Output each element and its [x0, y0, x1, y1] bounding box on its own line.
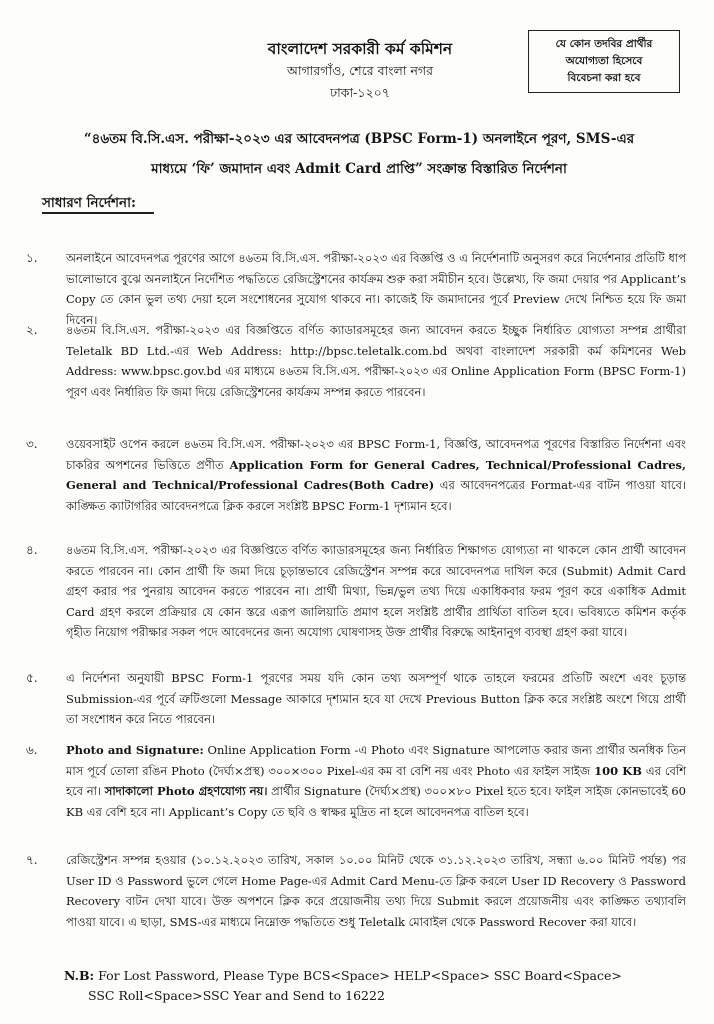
- item-number: ৬.: [26, 743, 38, 757]
- item-text-bold: সাদাকালো Photo গ্রহণযোগ্য নয়।: [104, 784, 268, 798]
- nb-note: [64, 966, 684, 1006]
- item-text-bold: Photo and Signature:: [66, 743, 204, 757]
- section-heading: সাধারণ নির্দেশনা:: [42, 195, 136, 211]
- item-text-part: প্রার্থীর Signature (দৈর্ঘ্য×প্রস্থ) ৩০০×৮০ Pixel হতে হবে। ফাইল সাইজ কোনভাবেই 60 KB এর বেশি হবে না। Applicant’s Copy তে ছবি ও স্বাক্ষর মুদ্রিত না হলে আবেদনপত্র বাতিল হবে।: [66, 784, 687, 819]
- warning-line-2: অযোগ্যতা হিসেবে: [565, 55, 643, 67]
- organization-city: ঢাকা-১২০৭: [330, 85, 390, 100]
- title-line-1: “৪৬তম বি.সি.এস. পরীক্ষা-২০২৩ এর আবেদনপত্র (BPSC Form-1) অনলাইনে পূরণ, SMS-এর: [83, 131, 635, 147]
- organization-name: বাংলাদেশ সরকারী কর্ম কমিশন: [267, 39, 453, 58]
- item-text: ৪৬তম বি.সি.এস. পরীক্ষা-২০২৩ এর বিজ্ঞপ্তিতে বর্ণিত ক্যাডারসমূহের জন্য নির্ধারিত শিক্ষাগত যোগ্যতা না থাকলে কোন প্রার্থী আবেদন করতে পারবেন না। কোন প্রার্থী ফি জমা দিয়ে চূড়ান্তভাবে রেজিস্ট্রেশন সম্পন্ন করে আবেদনপত্র দাখিল করে (Submit) Admit Card গ্রহণ করার পর পুনরায় আবেদন করতে পারবেন না। প্রার্থী মিথ্যা, ভিন্ন/ভুল তথ্য দিয়ে একাধিকবার ফরম পূরণ করে একাধিক Admit Card গ্রহণ করলে প্রক্রিয়ার যে কোন স্তরে এরূপ জালিয়াতি প্রমাণ হলে সংশ্লিষ্ট প্রার্থীর প্রার্থিতা বাতিল হবে। ভবিষ্যতে কমিশন কর্তৃক গৃহীত নিয়োগ পরীক্ষার সকল পদে আবেদনের জন্য অযোগ্য ঘোষণাসহ উক্ত প্রার্থীর বিরুদ্ধে আইনানুগ ব্যবস্থা গ্রহণ করা যাবে।: [66, 543, 686, 639]
- organization-address: আগারগাঁও, শেরে বাংলা নগর: [287, 63, 433, 78]
- item-text: রেজিস্ট্রেশন সম্পন্ন হওয়ার (১০.১২.২০২৩ তারিখ, সকাল ১০.০০ মিনিট থেকে ৩১.১২.২০২৩ তারিখ, সন্ধ্যা ৬.০০ মিনিট পর্যন্ত) পর User ID ও Password ভুলে গেলে Home Page-এর Admit Card Menu-তে ক্লিক করলে User ID Recovery ও Password Recovery বাটন দেখা যাবে। উক্ত অপশনে ক্লিক করে প্রয়োজনীয় তথ্য দিয়ে Submit করলে প্রয়োজনীয় এবং কাঙ্ক্ষিত তথ্যাবলি পাওয়া যাবে। এ ছাড়া, SMS-এর মাধ্যমে নিম্নোক্ত পদ্ধতিতে শুধু Teletalk মোবাইল থেকে Password Recover করা যাবে।: [66, 853, 686, 929]
- warning-line-3: বিবেচনা করা হবে: [567, 72, 641, 84]
- heading-underline: [42, 212, 154, 214]
- warning-line-1: যে কোন তদবির প্রার্থীর: [555, 38, 653, 50]
- warning-box: [528, 30, 680, 93]
- title-line-2: মাধ্যমে ‘ফি’ জমাদান এবং Admit Card প্রাপ্তি” সংক্রান্ত বিস্তারিত নির্দেশনা: [151, 161, 567, 177]
- document-header: [200, 38, 520, 104]
- item-number: ২.: [26, 323, 38, 337]
- item-text: [66, 740, 686, 822]
- item-text: এ নির্দেশনা অনুযায়ী BPSC Form-1 পূরণের সময় যদি কোন তথ্য অসম্পূর্ণ থাকে তাহলে ফরমের প্রতিটি অংশে এবং চূড়ান্ত Submission-এর পূর্বে ত্রুটিগুলো Message আকারে দৃশ্যমান হবে যা দেখে Previous Button ক্লিক করে সংশ্লিষ্ট অংশে গিয়ে প্রার্থী তা সংশোধন করে নিতে পারবেন।: [66, 671, 686, 726]
- item-number: ৪.: [26, 543, 38, 557]
- item-number: ৩.: [26, 437, 38, 451]
- nb-line-2: SSC Roll<Space>SSC Year and Send to 16222: [88, 988, 385, 1003]
- item-text-part: এর আবেদনপত্রের Format-এর বাটন পাওয়া যাবে। কাঙ্ক্ষিত ক্যাটাগরির আবেদনপত্রে ক্লিক করলে সংশ্লিষ্ট BPSC Form-1 দৃশ্যমান হবে।: [66, 478, 686, 513]
- item-text-part: এর বেশি হবে না।: [66, 763, 687, 798]
- item-number: ৭.: [26, 853, 38, 867]
- item-text-part: Online Application Form -এ Photo এবং Signature আপলোড করার জন্য প্রার্থীর অনধিক তিন মাস পূর্বে তোলা রঙিন Photo (দৈর্ঘ্য×প্রস্থ) ৩০০×৩০০ Pixel-এর কম বা বেশি নয় এবং Photo এর ফাইল সাইজ: [66, 743, 686, 778]
- item-text: অনলাইনে আবেদনপত্র পূরণের আগে ৪৬তম বি.সি.এস. পরীক্ষা-২০২৩ এর বিজ্ঞপ্তি ও এ নির্দেশনাটি অনুসরণ করে নির্দেশনার প্রতিটি ধাপ ভালোভাবে বুঝে অনলাইনে নির্দেশিত পদ্ধতিতে রেজিস্ট্রেশনের কার্যক্রম শুরু করা সমীচীন হবে। উল্লেখ্য, ফি জমা দেয়ার পর Applicant’s Copy তে কোন ভুল তথ্য দেয়া হলে সংশোধনের সুযোগ থাকবে না। কাজেই ফি জমাদানের পূর্বে Preview দেখে নিশ্চিত হয়ে ফি জমা দিবেন।: [66, 251, 686, 327]
- item-text: [66, 434, 686, 516]
- item-text-bold: Application Form for General Cadres, Technical/Professional Cadres, General and Technical/Professional Cadres(Both Cadre): [66, 457, 686, 492]
- item-number: ১.: [26, 251, 38, 265]
- nb-line-1: For Lost Password, Please Type BCS<Space> HELP<Space> SSC Board<Space>: [98, 968, 622, 983]
- document-title: [36, 124, 682, 184]
- item-text-part: ওয়েবসাইট ওপেন করলে ৪৬তম বি.সি.এস. পরীক্ষা-২০২৩ এর BPSC Form-1, বিজ্ঞপ্তি, আবেদনপত্র পূরণের বিস্তারিত নির্দেশনা এবং চাকরির অপশনের ভিত্তিতে প্রণীত: [66, 437, 686, 472]
- nb-label: N.B:: [64, 968, 95, 983]
- item-number: ৫.: [26, 671, 38, 685]
- item-text-bold: 100 KB: [594, 763, 643, 778]
- item-text: ৪৬তম বি.সি.এস. পরীক্ষা-২০২৩ এর বিজ্ঞপ্তিতে বর্ণিত ক্যাডারসমূহের জন্য আবেদন করতে ইচ্ছুক নির্ধারিত যোগ্যতা সম্পন্ন প্রার্থীরা Teletalk BD Ltd.-এর Web Address: http://bpsc.teletalk.com.bd অথবা বাংলাদেশ সরকারী কর্ম কমিশনের Web Address: www.bpsc.gov.bd এর মাধ্যমে ৪৬তম বি.সি.এস. পরীক্ষা-২০২৩ এর Online Application Form (BPSC Form-1) পূরণ এবং নির্ধারিত ফি জমা দিয়ে রেজিস্ট্রেশনের কার্যক্রম সম্পন্ন করতে পারবেন।: [66, 323, 686, 399]
